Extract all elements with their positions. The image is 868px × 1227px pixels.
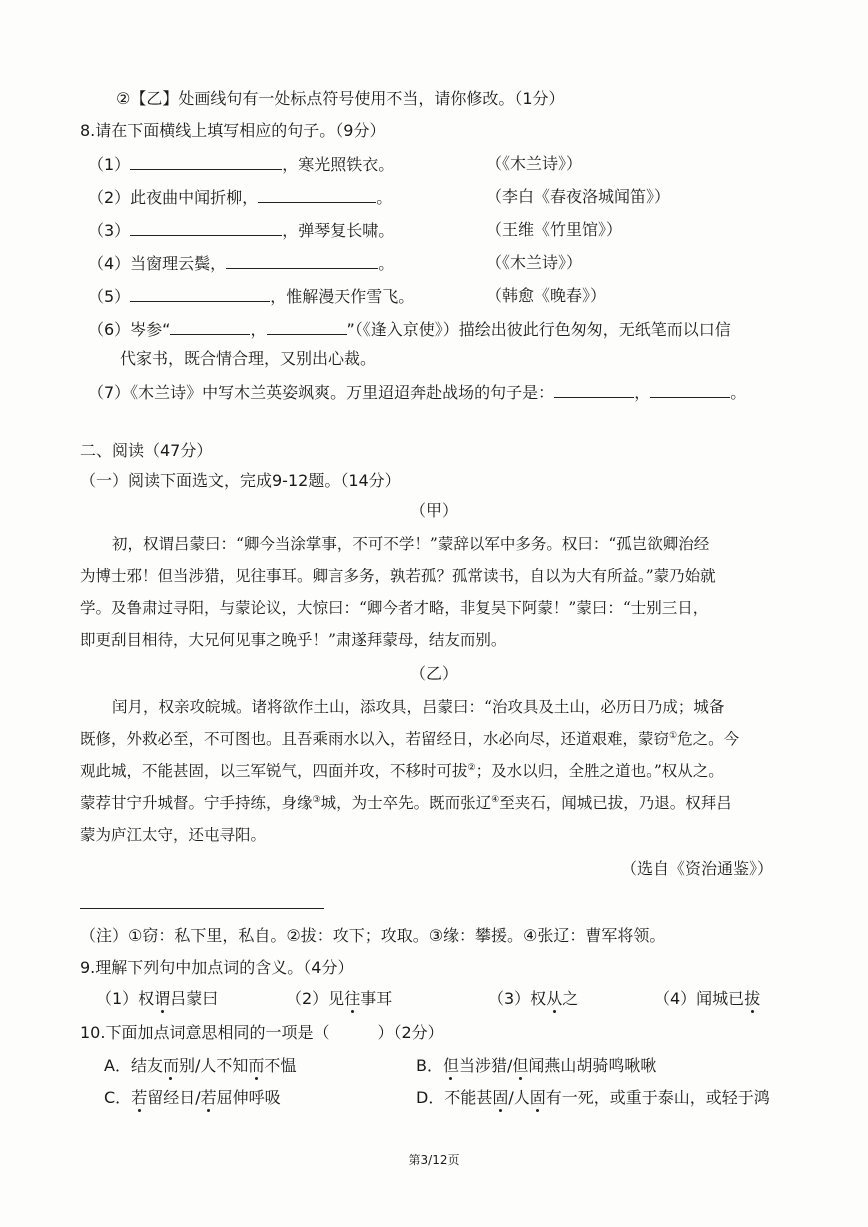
subsection-title: （一）阅读下面选文，完成9-12题。（14分）	[80, 471, 401, 490]
q8-item-5: （5） ，惟解漫天作雪飞。	[88, 287, 415, 306]
q9-title: 9.理解下列句中加点词的含义。（4分）	[80, 958, 354, 977]
q10-option-a[interactable]: A．结友而别/人不知而不愠	[104, 1056, 297, 1075]
passage-yi-line: 既修，外救必至，不可图也。且吾乘雨水以入，若留经日，水必向尽，还道艰难，蒙窃①危之。今	[80, 730, 740, 748]
q8-item-2-source: （李白《春夜洛城闻笛》）	[486, 187, 671, 206]
answer-blank[interactable]	[130, 219, 282, 236]
q7-part2: ②【乙】处画线句有一处标点符号使用不当，请你修改。（1分）	[116, 89, 565, 108]
passage-yi-line: 蒙荐甘宁升城督。宁手持练，身缘③城，为士卒先。既而张辽④至夹石，闻城已拔，乃退。权拜吕	[80, 794, 732, 812]
footnote-divider	[80, 908, 324, 909]
page-number: 第3/12页	[408, 1153, 460, 1167]
answer-blank[interactable]	[650, 381, 730, 398]
q10-option-c[interactable]: C．若留经日/若屈伸呼吸	[104, 1088, 281, 1107]
passage-jia-line: 为博士邪！但当涉猎，见往事耳。卿言多务，孰若孤？孤常读书，自以为大有所益。”蒙乃始就	[80, 567, 716, 585]
answer-blank[interactable]	[130, 153, 282, 170]
q10-option-b[interactable]: B．但当涉猎/但闻燕山胡骑鸣啾啾	[416, 1056, 657, 1075]
passage-jia-line: 学。及鲁肃过寻阳，与蒙论议，大惊曰：“卿今者才略，非复吴下阿蒙！”蒙曰：“士别三日，	[80, 599, 709, 617]
q8-item-3: （3） ，弹琴复长啸。	[88, 221, 395, 240]
q8-item-6-cont: 代家书，既合情合理，又别出心裁。	[120, 349, 377, 368]
footnote: （注）①窃：私下里，私自。②拔：攻下；攻取。③缘：攀援。④张辽：曹军将领。	[80, 926, 666, 945]
passage-jia-title: （甲）	[409, 501, 458, 520]
passage-jia-line: 即更刮目相待，大兄何见事之晚乎！”肃遂拜蒙母，结友而别。	[80, 631, 507, 649]
answer-blank[interactable]	[554, 381, 634, 398]
q9-option-2: （2）见往事耳	[286, 989, 393, 1008]
q8-title: 8.请在下面横线上填写相应的句子。（9分）	[80, 121, 386, 140]
answer-blank[interactable]	[258, 186, 376, 203]
answer-blank[interactable]	[170, 318, 250, 335]
emphasis-char: 拔	[744, 989, 761, 1008]
emphasis-char: 从	[546, 989, 563, 1008]
passage-jia-line: 初，权谓吕蒙曰：“卿今当涂掌事，不可不学！”蒙辞以军中多务。权曰：“孤岂欲卿治经	[112, 535, 710, 553]
passage-yi-title: （乙）	[409, 664, 458, 683]
q8-item-6: （6）岑参“ ， ”（《逢入京使》）描绘出彼此行色匆匆，无纸笔而以口信	[88, 320, 731, 339]
q9-option-3: （3）权从之	[488, 989, 579, 1008]
q8-item-2: （2）此夜曲中闻折柳， 。	[88, 188, 393, 207]
q10-title: 10.下面加点词意思相同的一项是（ ）（2分）	[80, 1023, 444, 1042]
q9-option-1: （1）权谓吕蒙曰	[96, 989, 219, 1008]
q8-item-1-source: （《木兰诗》）	[486, 154, 583, 173]
q8-item-1: （1） ，寒光照铁衣。	[88, 155, 395, 174]
q10-option-d[interactable]: D．不能甚固/人固有一死，或重于泰山，或轻于鸿	[416, 1088, 770, 1107]
q9-option-4: （4）闻城已拔	[654, 989, 761, 1008]
answer-blank[interactable]	[226, 252, 378, 269]
answer-blank[interactable]	[267, 318, 347, 335]
emphasis-char: 往	[344, 989, 361, 1008]
q8-item-7: （7）《木兰诗》中写木兰英姿飒爽。万里迢迢奔赴战场的句子是： ， 。	[88, 383, 747, 402]
passage-yi-line: 观此城，不能甚固，以三军锐气，四面并攻，不移时可拔②；及水以归，全胜之道也。”权从之。	[80, 762, 724, 780]
q8-item-5-source: （韩愈《晚春》）	[486, 286, 607, 305]
q8-item-4-source: （《木兰诗》）	[486, 253, 583, 272]
emphasis-char: 谓	[154, 989, 171, 1008]
passage-source: （选自《资治通鉴》）	[621, 859, 774, 878]
passage-yi-line: 蒙为庐江太守，还屯寻阳。	[80, 826, 267, 844]
q8-item-3-source: （王维《竹里馆》）	[486, 220, 623, 239]
answer-blank[interactable]	[130, 285, 270, 302]
passage-yi-line: 闰月，权亲攻皖城。诸将欲作土山，添攻具，吕蒙曰：“治攻具及土山，必历日乃成；城备	[112, 698, 725, 716]
q8-item-4: （4）当窗理云鬓， 。	[88, 254, 395, 273]
section-title: 二、阅读（47分）	[80, 441, 213, 460]
